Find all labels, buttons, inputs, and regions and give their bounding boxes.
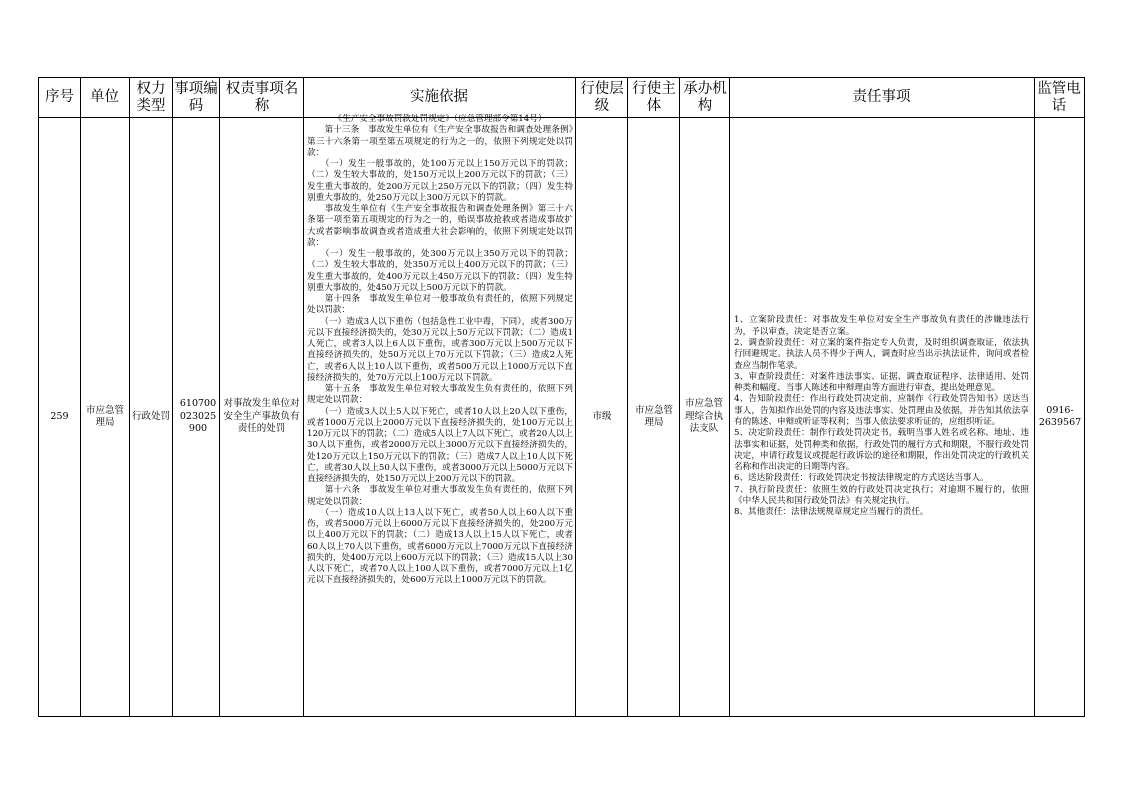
- header-power-type: 权力类型: [136, 80, 166, 114]
- header-subject: 行使主体: [632, 80, 676, 114]
- basis-paragraph: （一）发生一般事故的，处300万元以上350万元以下的罚款；（二）发生较大事故的，处350万元以上400万元以下的罚款；（三）发生重大事故的，处400万元以上450万元以下的罚款；（四）发生特别重大事故的，处450万元以上500万元以下的罚款。: [307, 249, 573, 293]
- header-item-name: 权责事项名称: [225, 80, 299, 114]
- header-unit: 单位: [90, 89, 119, 105]
- header-phone: 监管电话: [1037, 80, 1081, 114]
- basis-paragraph: 第十三条 事故发生单位有《生产安全事故报告和调查处理条例》第三十六条第一项至第五项规定的行为之一的，依照下列规定处以罚款：: [307, 125, 573, 158]
- header-seq: 序号: [45, 89, 74, 105]
- column-divider: [627, 78, 628, 716]
- basis-paragraph: （一）造成10人以上13人以下死亡，或者50人以上60人以下重伤，或者5000万元以上6000万元以下直接经济损失的，处200万元以上400万元以下的罚款；（二）造成13人以上15人以下死亡，或者60人以上70人以下重伤，或者6000万元以上7000万元以下直接经济损失的，处400万元以上600万元以下的罚款；（三）造成15人以上30人以下死亡，或者70人以上100人以下重伤，或者7000万元以上1亿元以下直接经济损失的，处600万元以上1000万元以下的罚款。: [307, 507, 573, 586]
- header-basis: 实施依据: [410, 89, 468, 105]
- responsibility-item: 3、审查阶段责任：对案件违法事实、证据、调查取证程序、法律适用、处罚种类和幅度、当事人陈述和申辩理由等方面进行审查，提出处理意见。: [734, 371, 1029, 394]
- responsibility-item: 7、执行阶段责任：依照生效的行政处罚决定执行；对逾期不履行的，依照《中华人民共和国行政处罚法》有关规定执行。: [734, 484, 1029, 507]
- column-divider: [80, 78, 81, 716]
- cell-subject: 市应急管理局: [634, 404, 673, 428]
- responsibility-table: [38, 77, 1085, 717]
- cell-item-code: 610700023025900: [179, 398, 217, 435]
- basis-paragraph: （一）发生一般事故的，处100万元以上150万元以下的罚款；（二）发生较大事故的，处150万元以上200万元以下的罚款；（三）发生重大事故的，处200万元以上250万元以下的罚款；（四）发生特别重大事故的，处250万元以上300万元以下的罚款。: [307, 159, 573, 203]
- cell-basis: [305, 114, 575, 716]
- cell-item-name: 对事故发生单位对安全生产事故负有责任的处罚: [223, 398, 300, 435]
- column-divider: [679, 78, 680, 716]
- responsibility-item: 4、告知阶段责任：作出行政处罚决定前，应制作《行政处罚告知书》送达当事人，告知拟作出处罚的内容及违法事实、处罚理由及依据，并告知其依法享有的陈述、申辩或听证等权利；当事人依法要求听证的，应组织听证。: [734, 394, 1029, 427]
- responsibility-item: 6、送达阶段责任：行政处罚决定书按法律规定的方式送达当事人。: [734, 473, 989, 484]
- basis-paragraph: 第十四条 事故发生单位对一般事故负有责任的，依照下列规定处以罚款：: [307, 294, 573, 316]
- cell-power-type: 行政处罚: [131, 410, 170, 422]
- header-responsibility: 责任事项: [852, 89, 911, 105]
- cell-responsibility: [731, 118, 1032, 716]
- header-item-code: 事项编码: [174, 80, 218, 114]
- cell-level: 市级: [592, 410, 612, 422]
- column-divider: [729, 78, 730, 716]
- header-org: 承办机构: [683, 80, 727, 114]
- responsibility-item: 5、决定阶段责任：制作行政处罚决定书，载明当事人姓名或名称、地址、违法事实和证据，处罚种类和依据，行政处罚的履行方式和期限，不服行政处罚决定，申请行政复议或提起行政诉讼的途径和期限，作出处罚决定的行政机关名称和作出决定的日期等内容。: [734, 428, 1029, 473]
- column-divider: [303, 78, 304, 716]
- basis-paragraph: （一）造成3人以上5人以下死亡，或者10人以上20人以下重伤，或者1000万元以上2000万元以下直接经济损失的，处100万元以上120万元以下的罚款；（二）造成5人以上7人以下死亡，或者20人以上30人以下重伤，或者2000万元以上3000万元以下直接经济损失的，处120万元以上150万元以下的罚款；（三）造成7人以上10人以下死亡，或者30人以上50人以下重伤，或者3000万元以上5000万元以下直接经济损失的，处150万元以上200万元以下的罚款。: [307, 406, 574, 484]
- responsibility-item: 2、调查阶段责任：对立案的案件指定专人负责，及时组织调查取证，依法执行回避规定。执法人员不得少于两人，调查时应当出示执法证件，询问或者检查应当制作笔录。: [734, 337, 1029, 371]
- cell-org: 市应急管理综合执法支队: [684, 398, 723, 435]
- responsibility-item: 1、立案阶段责任：对事故发生单位对安全生产事故负有责任的涉嫌违法行为，予以审查，决定是否立案。: [734, 315, 1029, 337]
- cell-seq: 259: [50, 410, 69, 422]
- basis-paragraph: 事故发生单位有《生产安全事故报告和调查处理条例》第三十六条第一项至第五项规定的行为之一的，贻误事故抢救或者造成事故扩大或者影响事故调查或者造成重大社会影响的，依照下列规定处以罚款：: [307, 204, 573, 248]
- responsibility-item: 8、其他责任：法律法规规章规定应当履行的责任。: [734, 507, 929, 518]
- basis-paragraph: 《生产安全事故罚款处罚规定》（应急管理部令第14号）: [333, 114, 547, 124]
- basis-paragraph: 第十五条 事故发生单位对较大事故发生负有责任的，依照下列规定处以罚款：: [307, 384, 573, 406]
- cell-phone: 0916-2639567: [1038, 404, 1082, 428]
- cell-unit: 市应急管理局: [85, 404, 124, 428]
- header-level: 行使层级: [580, 80, 624, 114]
- basis-paragraph: 第十六条 事故发生单位对重大事故发生负有责任的，依照下列规定处以罚款：: [307, 485, 573, 507]
- column-divider: [219, 78, 220, 716]
- column-divider: [172, 78, 173, 716]
- column-divider: [575, 78, 576, 716]
- basis-paragraph: （一）造成3人以下重伤（包括急性工业中毒，下同），或者300万元以下直接经济损失的，处30万元以上50万元以下罚款；（二）造成1人死亡，或者3人以上6人以下重伤，或者300万元以上500万元以下直接经济损失的，处50万元以上70万元以下罚款；（三）造成2人死亡，或者6人以上10人以下重伤，或者500万元以上1000万元以下直接经济损失的，处70万元以上100万元以下罚款。: [307, 316, 573, 383]
